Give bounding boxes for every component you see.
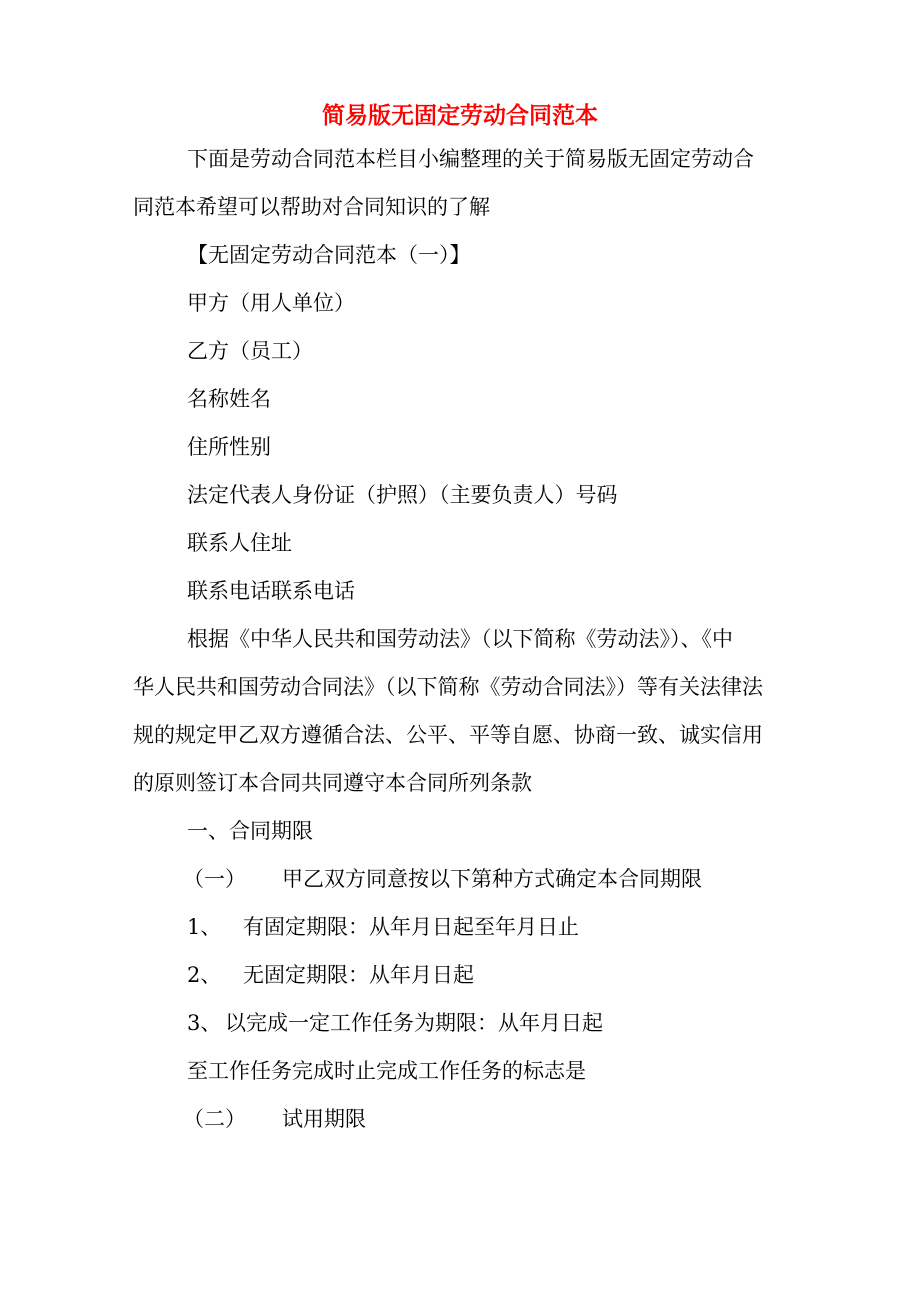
clause-1-heading: 一、合同期限 — [187, 819, 313, 843]
option-1-number: 1、 — [187, 915, 222, 939]
option-3 — [187, 1010, 787, 1036]
subclause-2-text: 试用期限 — [282, 1107, 366, 1131]
field-phone: 联系电话联系电话 — [187, 579, 355, 603]
field-contact: 联系人住址 — [187, 531, 292, 555]
basis-line-3: 规的规定甲乙双方遵循合法、公平、平等自愿、协商一致、诚实信用 — [133, 723, 763, 747]
option-2 — [187, 962, 787, 988]
field-representative: 法定代表人身份证（护照）（主要负责人）号码 — [187, 483, 618, 507]
party-a: 甲方（用人单位） — [187, 291, 355, 315]
section-heading: 【无固定劳动合同范本（一）】 — [187, 243, 471, 267]
document-title: 简易版无固定劳动合同范本 — [322, 103, 598, 129]
subclause-2 — [183, 1106, 783, 1132]
subclause-1-text: 甲乙双方同意按以下第种方式确定本合同期限 — [282, 867, 702, 891]
option-1-text: 有固定期限：从年月日起至年月日止 — [243, 915, 579, 939]
party-b: 乙方（员工） — [187, 339, 313, 363]
subclause-2-number: （二） — [183, 1107, 246, 1131]
field-name: 名称姓名 — [187, 387, 271, 411]
subclause-1 — [183, 866, 783, 892]
basis-line-4: 的原则签订本合同共同遵守本合同所列条款 — [133, 771, 532, 795]
basis-line-2: 华人民共和国劳动合同法》（以下简称《劳动合同法》）等有关法律法 — [133, 675, 763, 699]
basis-line-1: 根据《中华人民共和国劳动法》（以下简称《劳动法》）、《中 — [187, 627, 733, 651]
option-3-text: 以完成一定工作任务为期限：从年月日起 — [225, 1011, 603, 1035]
subclause-1-number: （一） — [183, 867, 246, 891]
field-address: 住所性别 — [187, 435, 271, 459]
option-1 — [187, 914, 787, 940]
option-2-number: 2、 — [187, 963, 222, 987]
option-3-continuation: 至工作任务完成时止完成工作任务的标志是 — [187, 1059, 586, 1083]
option-2-text: 无固定期限：从年月日起 — [243, 963, 474, 987]
intro-line-1: 下面是劳动合同范本栏目小编整理的关于简易版无固定劳动合 — [187, 147, 754, 171]
intro-line-2: 同范本希望可以帮助对合同知识的了解 — [133, 195, 490, 219]
option-3-number: 3、 — [187, 1011, 222, 1035]
